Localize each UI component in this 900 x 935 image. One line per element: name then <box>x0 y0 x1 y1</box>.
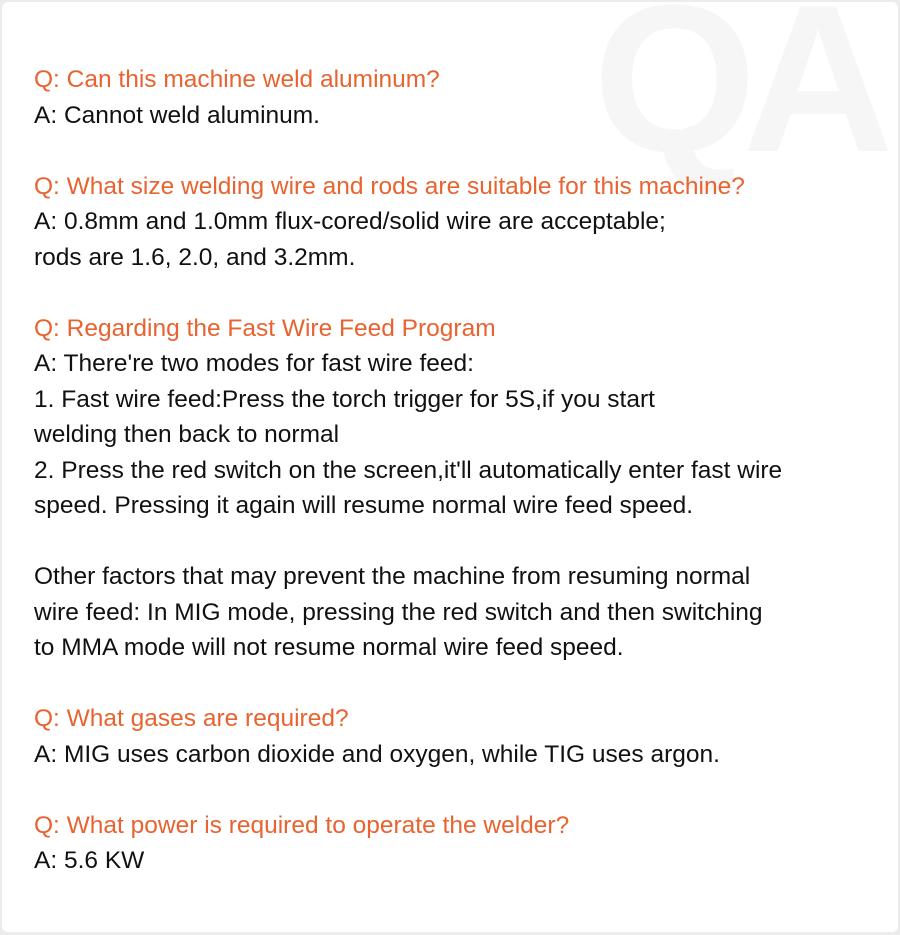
answer-3-line-4: 2. Press the red switch on the screen,it'll automatically enter fast wire <box>34 456 783 484</box>
qa-block-4 <box>34 701 884 772</box>
question-2: Q: What size welding wire and rods are suitable for this machine? <box>34 172 745 200</box>
question-4: Q: What gases are required? <box>34 705 349 732</box>
answer-4-line-1: A: MIG uses carbon dioxide and oxygen, while TIG uses argon. <box>34 740 720 768</box>
answer-3-spacer <box>34 524 884 560</box>
answer-3-line-1: A: There're two modes for fast wire feed: <box>34 350 474 377</box>
question-3: Q: Regarding the Fast Wire Feed Program <box>34 314 496 342</box>
qa-block-3 <box>34 311 884 666</box>
answer-3-line-9: to MMA mode will not resume normal wire feed speed. <box>34 634 624 661</box>
qa-block-2 <box>34 169 884 276</box>
answer-3-line-5: speed. Pressing it again will resume normal wire feed speed. <box>34 492 694 519</box>
answer-3-line-2: 1. Fast wire feed:Press the torch trigger for 5S,if you start <box>34 385 655 413</box>
qa-content <box>34 62 884 914</box>
answer-3-line-7: Other factors that may prevent the machine from resuming normal <box>34 563 751 590</box>
answer-5-line-1: A: 5.6 KW <box>34 847 145 874</box>
answer-1-line-1: A: Cannot weld aluminum. <box>34 101 320 129</box>
answer-2-line-1: A: 0.8mm and 1.0mm flux-cored/solid wire are acceptable; <box>34 208 666 235</box>
question-5: Q: What power is required to operate the welder? <box>34 811 570 839</box>
answer-3-line-3: welding then back to normal <box>34 421 340 448</box>
qa-block-5 <box>34 808 884 879</box>
qa-block-1 <box>34 62 884 133</box>
answer-2-line-2: rods are 1.6, 2.0, and 3.2mm. <box>34 243 356 271</box>
qa-watermark: QA <box>593 2 880 196</box>
question-1: Q: Can this machine weld aluminum? <box>34 66 440 93</box>
answer-3-line-8: wire feed: In MIG mode, pressing the red switch and then switching <box>34 598 763 626</box>
qa-card <box>2 2 898 932</box>
